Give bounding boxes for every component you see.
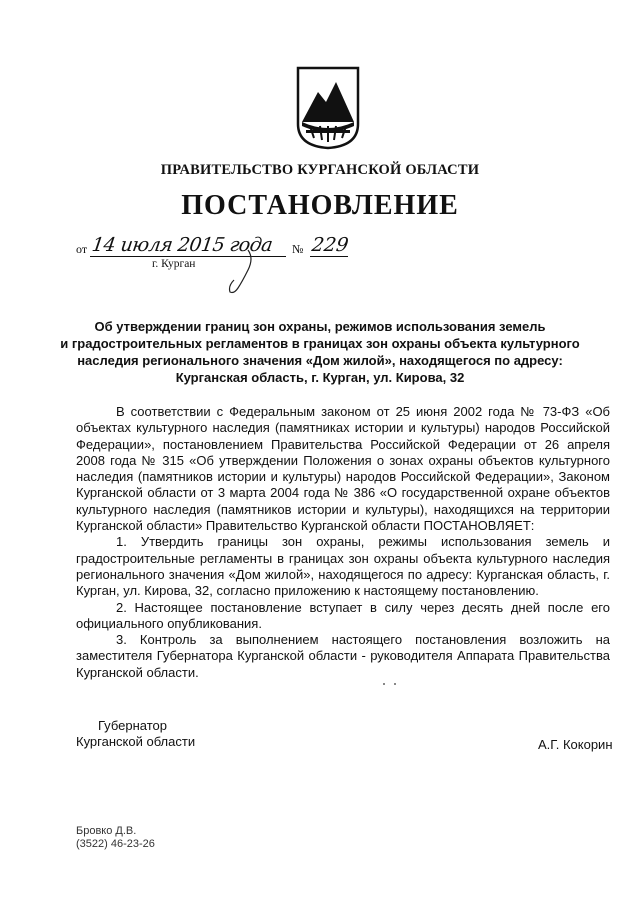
preamble-paragraph: В соответствии с Федеральным законом от 25 июня 2002 года № 73-ФЗ «Об объектах культурного наследия (памятниках истории и культуры) народов Российской Федерации», постановлением Правительства Российской Федерации от 26 апреля 2008 года № 315 «Об утверждении Положения о зонах охраны объектов культурного наследия (памятников истории и культуры) народов Российской Федерации», Законом Курганской области от 3 марта 2004 года № 386 «О государственной охране объектов культурного наследия (памятников истории и культуры), находящихся на территории Курганской области» Правительство Курганской области ПОСТАНОВЛЯЕТ:	[76, 404, 610, 534]
heading-line: и градостроительных регламентов в границах зон охраны объекта культурного	[60, 336, 580, 351]
document-type: ПОСТАНОВЛЕНИЕ	[181, 190, 459, 221]
handwritten-date: 14 июля 2015 года	[90, 234, 274, 256]
government-name: ПРАВИТЕЛЬСТВО КУРГАНСКОЙ ОБЛАСТИ	[160, 162, 480, 178]
document-heading	[60, 318, 580, 386]
document-body	[76, 404, 610, 681]
coat-of-arms-emblem	[296, 66, 360, 150]
heading-line: наследия регионального значения «Дом жилой», находящегося по адресу:	[77, 353, 563, 368]
signatory-name: А.Г. Кокорин	[538, 737, 613, 752]
item-paragraph: 2. Настоящее постановление вступает в силу через десять дней после его официального опубликования.	[76, 599, 610, 631]
executor-name: Бровко Д.В.	[76, 825, 137, 837]
number-prefix: №	[292, 242, 304, 256]
item-paragraph: 3. Контроль за выполнением настоящего постановления возложить на заместителя Губернатора Курганской области - руководителя Аппарата Правительства Курганской области.	[76, 632, 610, 680]
heading-line: Об утверждении границ зон охраны, режимов использования земель	[94, 319, 546, 334]
executor-phone: (3522) 46-23-26	[76, 838, 155, 850]
signatory-region: Курганской области	[76, 734, 196, 749]
stray-mark	[382, 682, 398, 686]
city-label: г. Курган	[152, 258, 196, 270]
signatory-title: Губернатор	[98, 718, 167, 733]
heading-line: Курганская область, г. Курган, ул. Кирова, 32	[175, 370, 465, 385]
registration-scribble	[218, 248, 268, 298]
date-prefix: от	[76, 242, 88, 256]
number-underline	[310, 256, 348, 257]
item-paragraph: 1. Утвердить границы зон охраны, режимы использования земель и градостроительные регламенты в границах зон охраны объекта культурного наследия регионального значения «Дом жилой», находящегося по адресу: Курганская область, г. Курган, ул. Кирова, 32, согласно приложению к настоящему постановлению.	[76, 534, 610, 599]
handwritten-number: 229	[310, 234, 350, 256]
